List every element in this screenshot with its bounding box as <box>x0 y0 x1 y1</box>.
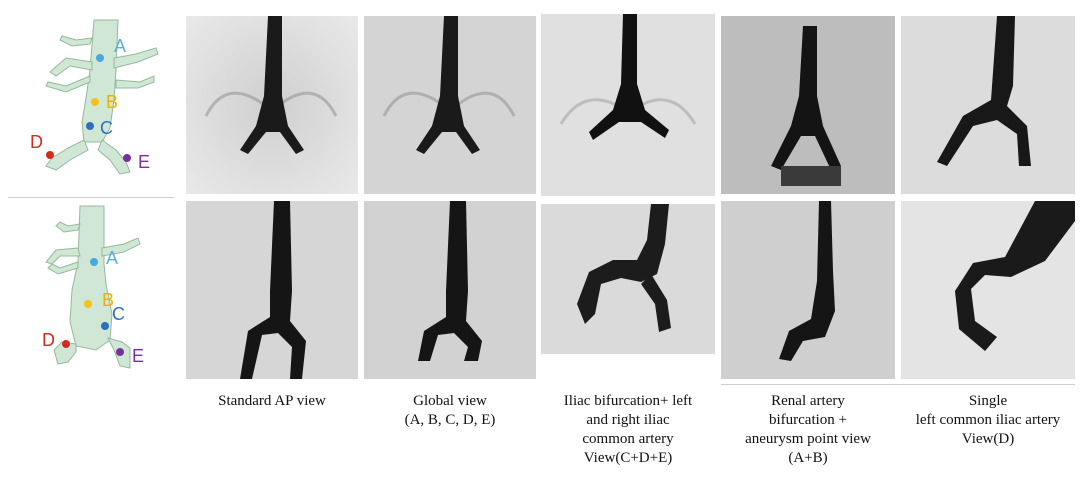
caption-single-left-iliac <box>901 392 1075 449</box>
caption-line: Global view <box>413 393 487 409</box>
caption-separator <box>721 384 1075 385</box>
caption-line: Renal artery <box>771 393 845 409</box>
marker-a <box>96 54 104 62</box>
angiogram-standard-ap-bottom <box>186 201 358 379</box>
vessel-model-top-graphic <box>6 10 174 196</box>
label-c: C <box>100 118 113 138</box>
angiogram-standard-ap-top <box>186 16 358 194</box>
label-b: B <box>106 92 119 112</box>
caption-line: View(D) <box>961 431 1015 447</box>
angiogram-renal-aneurysm-top <box>721 16 895 194</box>
angiogram-single-left-iliac-bottom <box>901 201 1075 379</box>
marker-d <box>46 151 54 159</box>
angiogram-global-top <box>364 16 536 194</box>
caption-line: (A, B, C, D, E) <box>404 412 496 428</box>
caption-renal-aneurysm <box>721 392 895 468</box>
marker-b <box>91 98 99 106</box>
label-e: E <box>132 346 145 366</box>
caption-line: left common iliac artery <box>915 412 1061 428</box>
label-a: A <box>114 36 127 56</box>
label-d: D <box>30 132 43 152</box>
angiogram-renal-aneurysm-bottom <box>721 201 895 379</box>
caption-line: aneurysm point view <box>745 431 871 447</box>
marker-e <box>123 154 131 162</box>
vessel-model-bottom <box>6 204 174 390</box>
marker-b <box>84 300 92 308</box>
marker-e <box>116 348 124 356</box>
caption-line: and right iliac <box>586 412 670 428</box>
angiogram-global-bottom <box>364 201 536 379</box>
label-c: C <box>112 304 125 324</box>
vessel-model-bottom-graphic <box>6 204 174 390</box>
caption-global-view <box>364 392 536 430</box>
marker-c <box>101 322 109 330</box>
marker-a <box>90 258 98 266</box>
label-d: D <box>42 330 55 350</box>
angiogram-single-left-iliac-top <box>901 16 1075 194</box>
caption-line: Iliac bifurcation+ left <box>563 393 693 409</box>
caption-line: bifurcation + <box>768 412 848 428</box>
angiogram-iliac-bifurcation-top <box>541 14 715 196</box>
model-divider <box>8 197 174 198</box>
angiogram-iliac-bifurcation-bottom <box>541 204 715 354</box>
caption-iliac-bifurcation <box>541 392 715 468</box>
marker-c <box>86 122 94 130</box>
caption-line: View(C+D+E) <box>583 450 673 466</box>
caption-line: Single <box>968 393 1008 409</box>
label-b: B <box>102 290 115 310</box>
label-a: A <box>106 248 119 268</box>
label-e: E <box>138 152 151 172</box>
caption-standard-ap <box>186 392 358 411</box>
marker-d <box>62 340 70 348</box>
caption-line: Standard AP view <box>218 393 326 409</box>
caption-line: (A+B) <box>788 450 828 466</box>
vessel-model-top <box>6 10 174 196</box>
caption-line: common artery <box>582 431 674 447</box>
